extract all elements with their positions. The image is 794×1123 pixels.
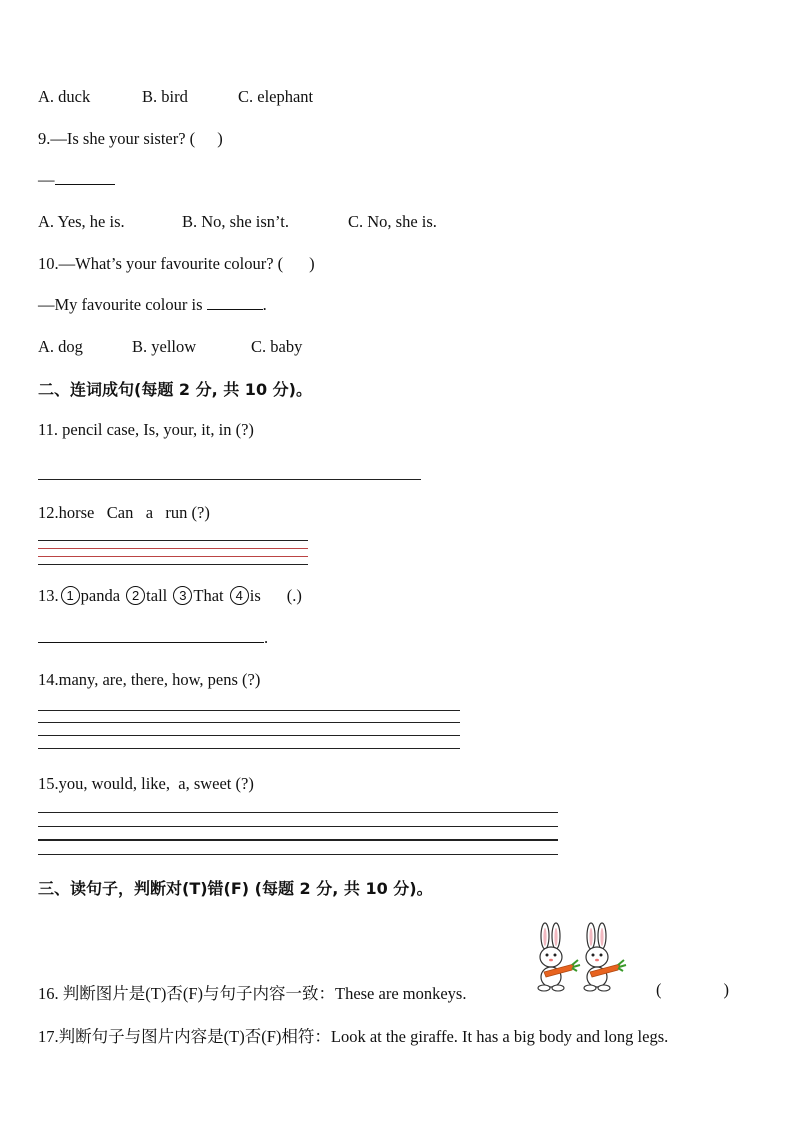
q9-dash: — — [38, 170, 55, 189]
q13-circle-4: 4 — [230, 586, 249, 605]
q8-option-b: B. bird — [142, 87, 188, 106]
q16-text: 16. 判断图片是(T)否(F)与句子内容一致：These are monkeys. — [38, 984, 467, 1003]
q13-circle-2: 2 — [126, 586, 145, 605]
q15-writing-line-3[interactable] — [38, 839, 558, 841]
q9-answer-line — [38, 170, 115, 190]
rabbit-icon — [584, 923, 626, 991]
q13-word-1: panda — [80, 586, 121, 605]
q13-circle-1: 1 — [61, 586, 80, 605]
q15-writing-line-2[interactable] — [38, 826, 558, 827]
q10-answer-line — [38, 295, 267, 315]
q10-option-c: C. baby — [251, 337, 303, 356]
q10-answer-prefix: —My favourite colour is — [38, 295, 203, 314]
q12-text: 12.horse Can a run (?) — [38, 503, 210, 522]
q12-writing-line-4[interactable] — [38, 564, 308, 565]
rabbits-image — [532, 922, 628, 992]
q14-writing-line-3[interactable] — [38, 735, 460, 736]
section-2-title: 二、连词成句(每题 2 分, 共 10 分)。 — [38, 380, 312, 399]
q13-prefix: 13. — [38, 586, 59, 605]
q8-options — [38, 87, 313, 107]
q9-blank[interactable] — [55, 170, 115, 185]
section-3-title: 三、读句子，判断对(T)错(F) (每题 2 分, 共 10 分)。 — [38, 879, 433, 898]
q12-writing-line-2[interactable] — [38, 548, 308, 549]
q10-option-b: B. yellow — [132, 337, 197, 356]
q13-punct: (.) — [286, 586, 302, 605]
q13-word-3: That — [193, 586, 224, 605]
q17-text: 17.判断句子与图片内容是(T)否(F)相符：Look at the giraffe. It has a big body and long legs. — [38, 1027, 669, 1046]
q9-paren-close: ) — [217, 129, 223, 148]
q11-answer-line[interactable] — [38, 479, 421, 480]
q14-writing-line-1[interactable] — [38, 710, 460, 711]
q9-options — [38, 212, 437, 232]
q13-blank[interactable] — [38, 628, 264, 643]
q16-paren-close: ) — [723, 980, 729, 999]
q8-option-c: C. elephant — [238, 87, 314, 106]
q9-text: 9.—Is she your sister? ( — [38, 129, 196, 148]
q13-text — [38, 586, 302, 606]
q9-option-c: C. No, she is. — [348, 212, 437, 231]
q13-answer-suffix: . — [264, 628, 269, 647]
q15-writing-line-4[interactable] — [38, 854, 558, 855]
rabbit-icon — [538, 923, 580, 991]
q14-writing-line-2[interactable] — [38, 722, 460, 723]
q16-answer-parens[interactable] — [656, 980, 729, 1000]
q9-question — [38, 129, 223, 149]
q10-text: 10.—What’s your favourite colour? ( — [38, 254, 284, 273]
q11-text: 11. pencil case, Is, your, it, in (?) — [38, 420, 254, 439]
q13-word-2: tall — [146, 586, 168, 605]
q14-text: 14.many, are, there, how, pens (?) — [38, 670, 261, 689]
q12-writing-line-1[interactable] — [38, 540, 308, 541]
q15-text: 15.you, would, like, a, sweet (?) — [38, 774, 254, 793]
q10-blank[interactable] — [207, 295, 263, 310]
q16-paren-open: ( — [656, 980, 662, 999]
q10-paren-close: ) — [309, 254, 315, 273]
q9-option-a: A. Yes, he is. — [38, 212, 125, 231]
q13-circle-3: 3 — [173, 586, 192, 605]
q8-option-a: A. duck — [38, 87, 91, 106]
q9-option-b: B. No, she isn’t. — [182, 212, 289, 231]
q10-answer-suffix: . — [262, 295, 267, 314]
q15-writing-line-1[interactable] — [38, 812, 558, 813]
q10-question — [38, 254, 315, 274]
q12-writing-line-3[interactable] — [38, 556, 308, 557]
q14-writing-line-4[interactable] — [38, 748, 460, 749]
q13-word-4: is — [249, 586, 261, 605]
q10-options — [38, 337, 302, 357]
q10-option-a: A. dog — [38, 337, 83, 356]
q13-answer-line — [38, 628, 268, 648]
